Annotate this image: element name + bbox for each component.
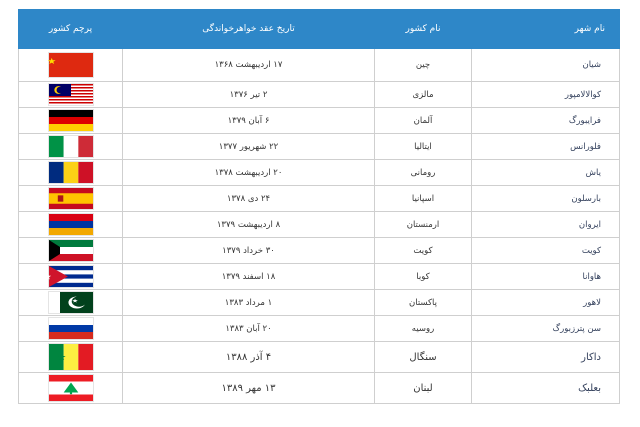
city-cell: شیان bbox=[472, 49, 620, 82]
date-cell: ۱۳ مهر ۱۳۸۹ bbox=[123, 373, 375, 404]
country-cell: ایتالیا bbox=[375, 134, 472, 160]
country-cell: کویت bbox=[375, 238, 472, 264]
city-cell: هاوانا bbox=[472, 264, 620, 290]
date-cell: ۲۲ شهریور ۱۳۷۷ bbox=[123, 134, 375, 160]
svg-text:★: ★ bbox=[71, 297, 78, 305]
germany-flag-icon bbox=[49, 110, 93, 131]
date-cell: ۶ آبان ۱۳۷۹ bbox=[123, 108, 375, 134]
country-cell: سنگال bbox=[375, 342, 472, 373]
italy-flag-icon bbox=[49, 136, 93, 157]
date-cell: ۲۰ اردیبهشت ۱۳۷۸ bbox=[123, 160, 375, 186]
country-cell: رومانی bbox=[375, 160, 472, 186]
table-row bbox=[19, 49, 620, 82]
date-cell: ۲ تیر ۱۳۷۶ bbox=[123, 82, 375, 108]
header-flag: پرچم کشور bbox=[19, 10, 123, 49]
country-cell: مالزی bbox=[375, 82, 472, 108]
city-cell: کوالالامپور bbox=[472, 82, 620, 108]
table-row bbox=[19, 316, 620, 342]
cuba-flag-icon bbox=[43, 266, 93, 287]
country-cell: ارمنستان bbox=[375, 212, 472, 238]
header-date: تاریخ عقد خواهرخواندگی bbox=[123, 10, 375, 49]
senegal-flag-icon bbox=[49, 344, 93, 370]
lebanon-flag-icon bbox=[49, 375, 93, 401]
country-cell: چین bbox=[375, 49, 472, 82]
date-cell: ۳۰ خرداد ۱۳۷۹ bbox=[123, 238, 375, 264]
country-cell: آلمان bbox=[375, 108, 472, 134]
flag-cell bbox=[19, 373, 123, 404]
date-cell: ۸ اردیبهشت ۱۳۷۹ bbox=[123, 212, 375, 238]
table-row bbox=[19, 186, 620, 212]
city-cell: فلورانس bbox=[472, 134, 620, 160]
flag-cell bbox=[19, 108, 123, 134]
city-cell: فرایبورگ bbox=[472, 108, 620, 134]
header-row bbox=[19, 10, 620, 49]
date-cell: ۱۷ اردیبهشت ۱۳۶۸ bbox=[123, 49, 375, 82]
country-cell: پاکستان bbox=[375, 290, 472, 316]
sister-cities-table-container bbox=[18, 9, 620, 404]
flag-cell bbox=[19, 82, 123, 108]
flag-cell bbox=[19, 212, 123, 238]
date-cell: ۱۸ اسفند ۱۳۷۹ bbox=[123, 264, 375, 290]
kuwait-flag-icon bbox=[49, 240, 93, 261]
table-row bbox=[19, 342, 620, 373]
city-cell: بعلبک bbox=[472, 373, 620, 404]
svg-text:★: ★ bbox=[46, 56, 56, 67]
date-cell: ۴ آذر ۱۳۸۸ bbox=[123, 342, 375, 373]
city-cell: لاهور bbox=[472, 290, 620, 316]
table-row bbox=[19, 160, 620, 186]
country-cell: روسیه bbox=[375, 316, 472, 342]
city-cell: کویت bbox=[472, 238, 620, 264]
malaysia-flag-icon bbox=[49, 84, 93, 105]
table-row bbox=[19, 82, 620, 108]
romania-flag-icon bbox=[49, 162, 93, 183]
table-row bbox=[19, 108, 620, 134]
date-cell: ۲۴ دی ۱۳۷۸ bbox=[123, 186, 375, 212]
city-cell: ایروان bbox=[472, 212, 620, 238]
flag-cell bbox=[19, 160, 123, 186]
date-cell: ۲۰ آبان ۱۳۸۳ bbox=[123, 316, 375, 342]
table-row bbox=[19, 238, 620, 264]
table-row bbox=[19, 134, 620, 160]
country-cell: اسپانیا bbox=[375, 186, 472, 212]
city-cell: یاش bbox=[472, 160, 620, 186]
header-city: نام شهر bbox=[472, 10, 620, 49]
svg-text:★: ★ bbox=[43, 272, 52, 283]
date-cell: ۱ مرداد ۱۳۸۳ bbox=[123, 290, 375, 316]
pakistan-flag-icon bbox=[49, 292, 93, 313]
city-cell: بارسلون bbox=[472, 186, 620, 212]
table-row bbox=[19, 264, 620, 290]
flag-cell bbox=[19, 342, 123, 373]
flag-cell bbox=[19, 316, 123, 342]
table-row bbox=[19, 373, 620, 404]
city-cell: سن پترزبورگ bbox=[472, 316, 620, 342]
header-country: نام کشور bbox=[375, 10, 472, 49]
china-flag-icon bbox=[46, 53, 93, 77]
city-cell: داکار bbox=[472, 342, 620, 373]
country-cell: لبنان bbox=[375, 373, 472, 404]
flag-cell bbox=[19, 290, 123, 316]
sister-cities-table bbox=[18, 9, 620, 404]
russia-flag-icon bbox=[49, 318, 93, 339]
flag-cell bbox=[19, 134, 123, 160]
flag-cell bbox=[19, 49, 123, 82]
svg-text:★ bbox=[57, 353, 67, 363]
flag-cell bbox=[19, 264, 123, 290]
table-row bbox=[19, 212, 620, 238]
flag-cell bbox=[19, 238, 123, 264]
spain-flag-icon bbox=[49, 188, 93, 209]
armenia-flag-icon bbox=[49, 214, 93, 235]
flag-cell bbox=[19, 186, 123, 212]
table-row bbox=[19, 290, 620, 316]
country-cell: کوبا bbox=[375, 264, 472, 290]
